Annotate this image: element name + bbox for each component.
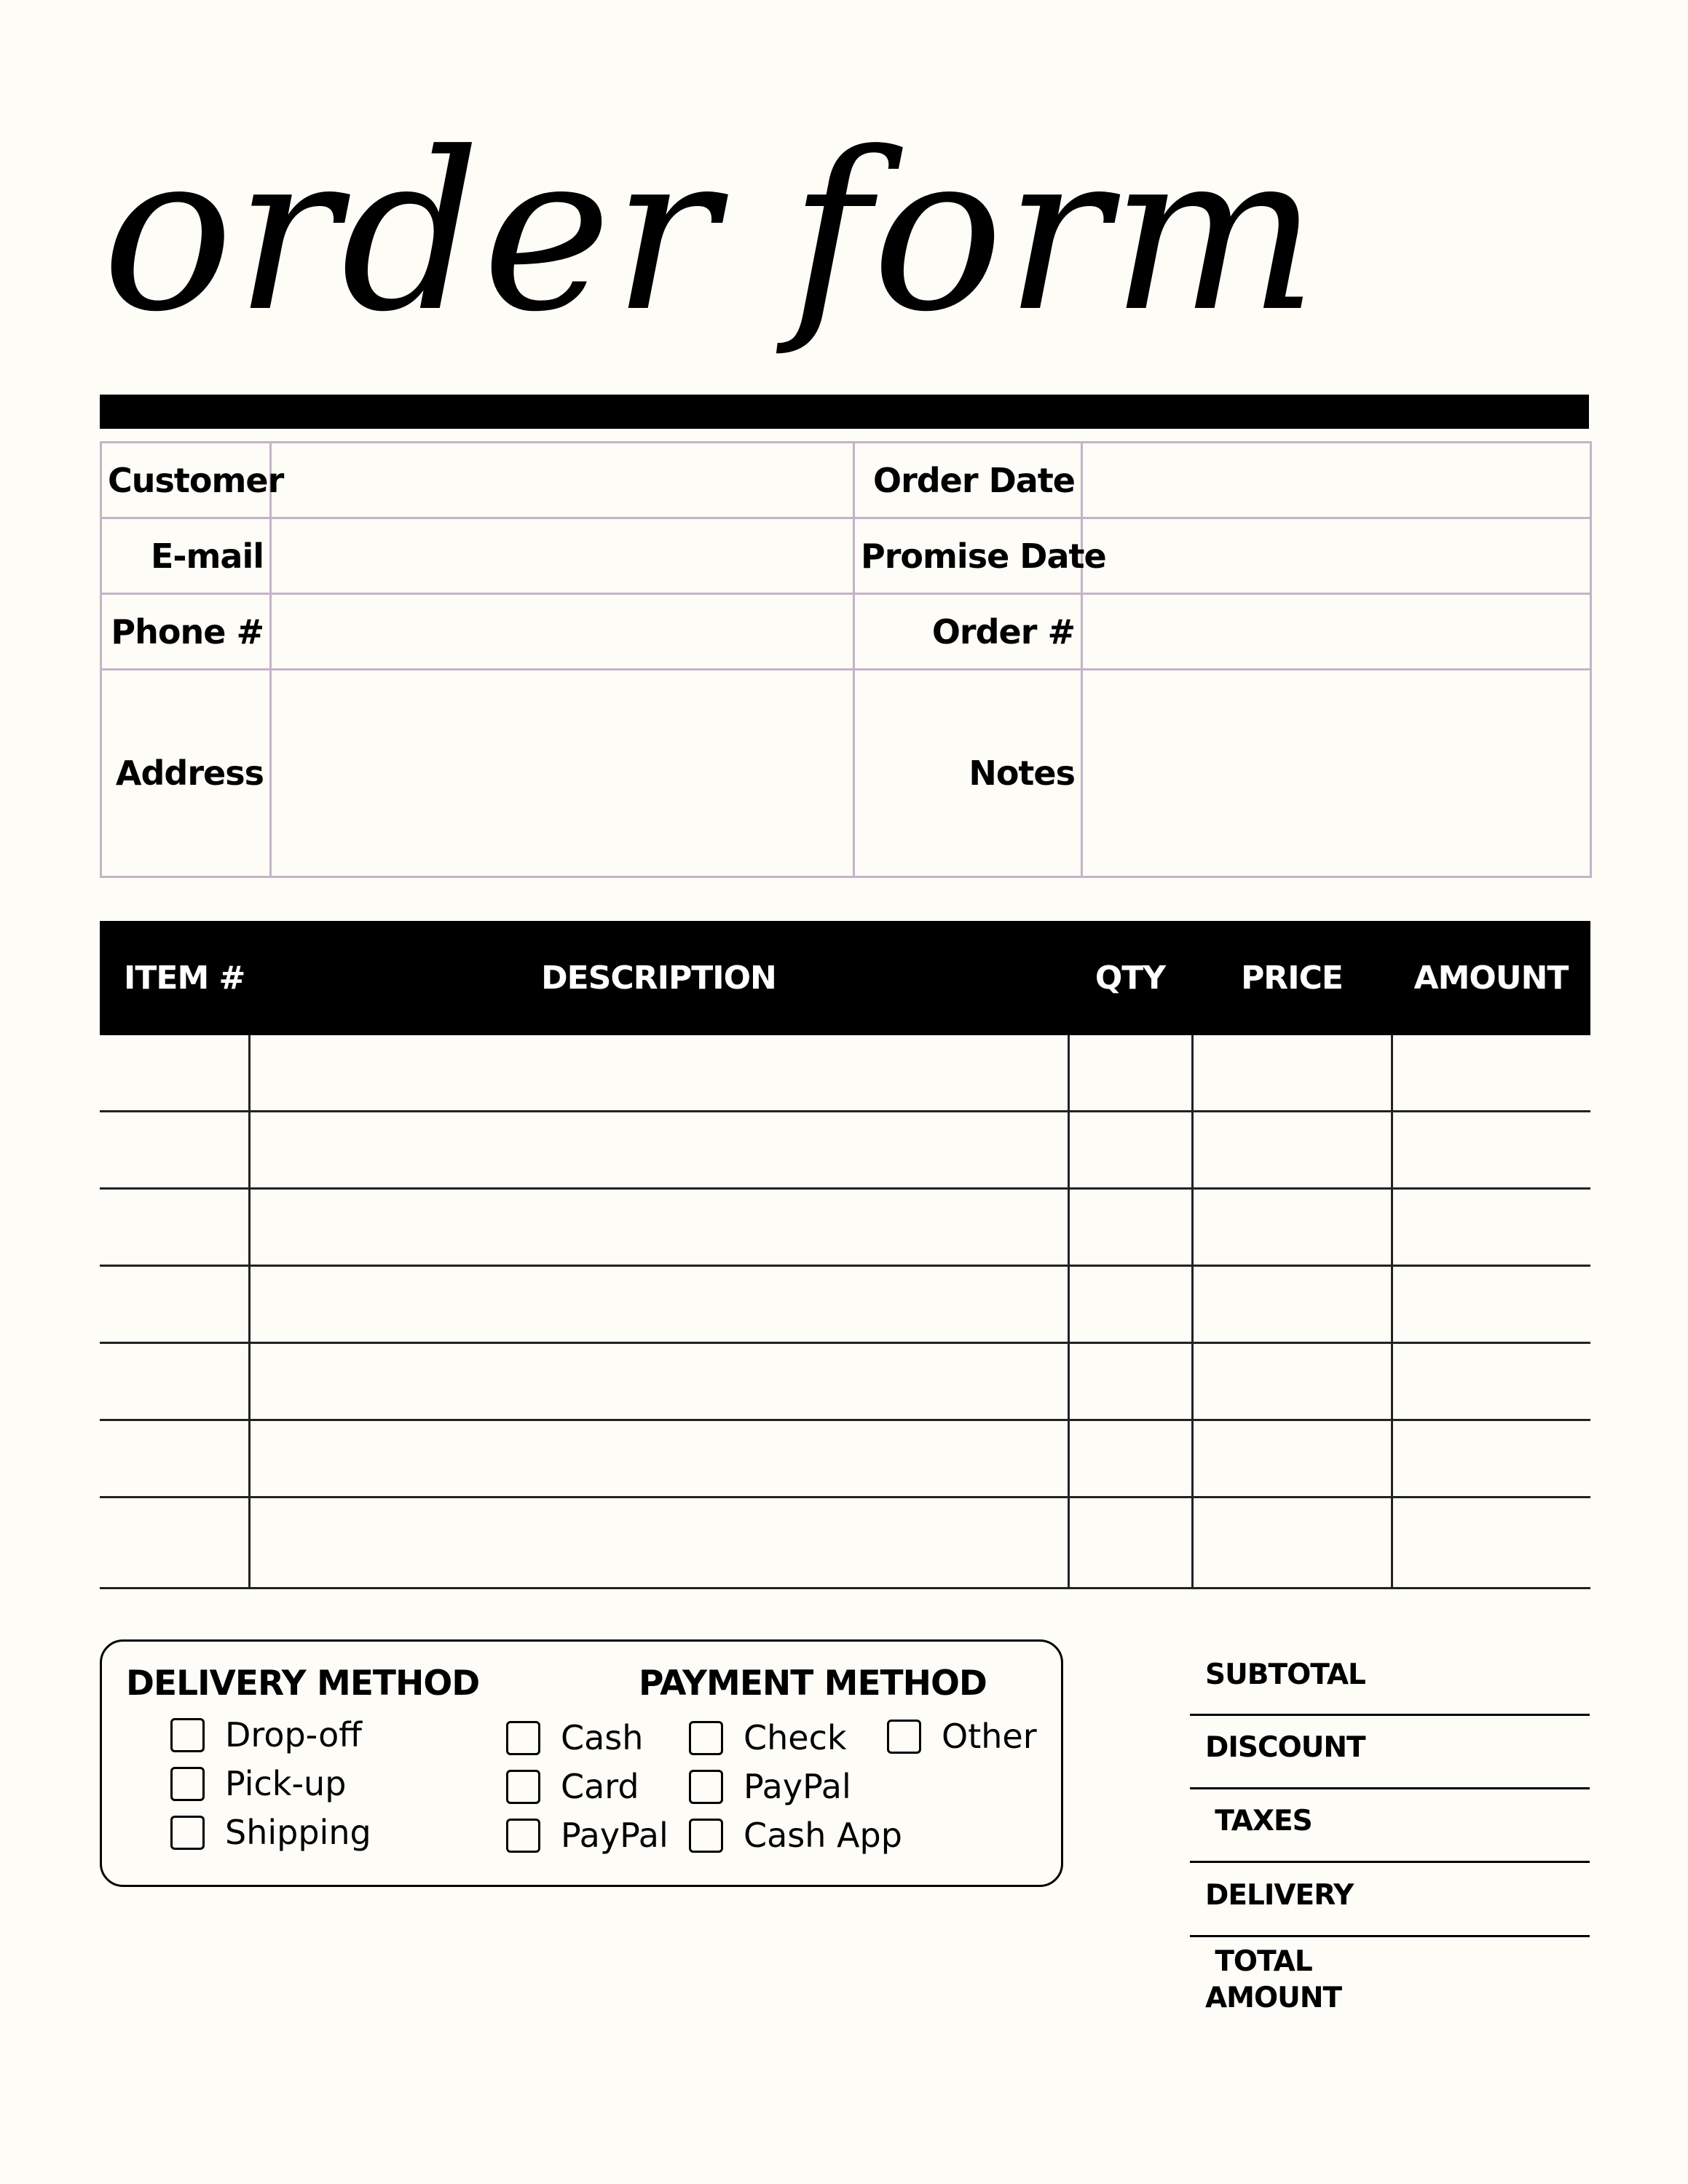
notes-field[interactable] (1082, 670, 1591, 877)
qty-cell[interactable] (1068, 1497, 1192, 1588)
item-number-cell[interactable] (100, 1035, 249, 1112)
checkbox[interactable] (887, 1720, 921, 1754)
description-cell[interactable] (249, 1035, 1068, 1112)
checkbox[interactable] (170, 1767, 205, 1801)
description-cell[interactable] (249, 1112, 1068, 1189)
table-row (100, 1266, 1590, 1343)
checkbox[interactable] (689, 1770, 723, 1804)
qty-cell[interactable] (1068, 1343, 1192, 1420)
email-field[interactable] (271, 518, 854, 594)
customer-field[interactable] (271, 443, 854, 518)
description-cell[interactable] (249, 1420, 1068, 1497)
amount-cell[interactable] (1392, 1343, 1590, 1420)
price-cell[interactable] (1192, 1189, 1392, 1266)
promise-date-label: Promise Date (854, 518, 1082, 594)
checkbox[interactable] (689, 1819, 723, 1853)
table-row (100, 1112, 1590, 1189)
qty-cell[interactable] (1068, 1420, 1192, 1497)
item-number-cell[interactable] (100, 1343, 249, 1420)
order-number-field[interactable] (1082, 594, 1591, 670)
subtotal-label: SUBTOTAL (1205, 1658, 1365, 1691)
column-header-amount: AMOUNT (1392, 921, 1590, 1035)
title-divider-bar (100, 395, 1589, 429)
checkbox[interactable] (170, 1718, 205, 1752)
payment-option-other[interactable]: Other (887, 1717, 1037, 1756)
payment-option-cash-app[interactable]: Cash App (689, 1816, 902, 1855)
amount-cell[interactable] (1392, 1266, 1590, 1343)
delivery-option-drop-off[interactable]: Drop-off (170, 1715, 362, 1754)
total-label-line2: AMOUNT (1205, 1982, 1342, 2014)
delivery-payment-box (100, 1639, 1063, 1887)
amount-cell[interactable] (1392, 1112, 1590, 1189)
payment-option-paypal-2[interactable]: PayPal (506, 1816, 669, 1855)
table-row (100, 1497, 1590, 1588)
payment-option-check[interactable]: Check (689, 1718, 847, 1757)
column-header-description: DESCRIPTION (249, 921, 1068, 1035)
customer-label: Customer (101, 443, 271, 518)
qty-cell[interactable] (1068, 1035, 1192, 1112)
customer-info-table (100, 441, 1592, 878)
item-number-cell[interactable] (100, 1112, 249, 1189)
amount-cell[interactable] (1392, 1420, 1590, 1497)
checkbox[interactable] (506, 1770, 540, 1804)
notes-label: Notes (854, 670, 1082, 877)
delivery-label: DELIVERY (1205, 1879, 1354, 1912)
delivery-method-heading: DELIVERY METHOD (126, 1663, 480, 1704)
order-date-field[interactable] (1082, 443, 1591, 518)
payment-method-heading: PAYMENT METHOD (639, 1663, 987, 1704)
page-title: order form (102, 106, 1320, 360)
discount-line[interactable] (1190, 1787, 1590, 1789)
order-date-label: Order Date (854, 443, 1082, 518)
column-header-price: PRICE (1192, 921, 1392, 1035)
delivery-option-pick-up[interactable]: Pick-up (170, 1764, 346, 1803)
qty-cell[interactable] (1068, 1266, 1192, 1343)
table-row (100, 1420, 1590, 1497)
subtotal-line[interactable] (1190, 1714, 1590, 1716)
qty-cell[interactable] (1068, 1112, 1192, 1189)
checkbox[interactable] (506, 1721, 540, 1755)
checkbox[interactable] (689, 1721, 723, 1755)
description-cell[interactable] (249, 1497, 1068, 1588)
discount-label: DISCOUNT (1205, 1731, 1365, 1764)
address-label: Address (101, 670, 271, 877)
price-cell[interactable] (1192, 1266, 1392, 1343)
column-header-qty: QTY (1068, 921, 1192, 1035)
amount-cell[interactable] (1392, 1035, 1590, 1112)
checkbox[interactable] (170, 1816, 205, 1850)
phone-field[interactable] (271, 594, 854, 670)
table-row (100, 1343, 1590, 1420)
price-cell[interactable] (1192, 1112, 1392, 1189)
item-number-cell[interactable] (100, 1420, 249, 1497)
email-label: E-mail (101, 518, 271, 594)
table-row (100, 1035, 1590, 1112)
item-number-cell[interactable] (100, 1497, 249, 1588)
price-cell[interactable] (1192, 1497, 1392, 1588)
phone-label: Phone # (101, 594, 271, 670)
delivery-option-shipping[interactable]: Shipping (170, 1813, 371, 1852)
checkbox[interactable] (506, 1819, 540, 1853)
amount-cell[interactable] (1392, 1189, 1590, 1266)
payment-option-card[interactable]: Card (506, 1767, 639, 1806)
payment-option-paypal[interactable]: PayPal (689, 1767, 851, 1806)
column-header-item-number: ITEM # (100, 921, 249, 1035)
description-cell[interactable] (249, 1343, 1068, 1420)
qty-cell[interactable] (1068, 1189, 1192, 1266)
item-number-cell[interactable] (100, 1189, 249, 1266)
items-table (100, 921, 1590, 1589)
price-cell[interactable] (1192, 1420, 1392, 1497)
delivery-line[interactable] (1190, 1935, 1590, 1937)
order-number-label: Order # (854, 594, 1082, 670)
address-field[interactable] (271, 670, 854, 877)
taxes-label: TAXES (1215, 1805, 1312, 1837)
total-label-line1: TOTAL (1215, 1945, 1312, 1978)
total-amount-label (1205, 1944, 1342, 2017)
price-cell[interactable] (1192, 1035, 1392, 1112)
item-number-cell[interactable] (100, 1266, 249, 1343)
description-cell[interactable] (249, 1266, 1068, 1343)
table-row (100, 1189, 1590, 1266)
price-cell[interactable] (1192, 1343, 1392, 1420)
payment-option-cash[interactable]: Cash (506, 1718, 643, 1757)
description-cell[interactable] (249, 1189, 1068, 1266)
promise-date-field[interactable] (1082, 518, 1591, 594)
taxes-line[interactable] (1190, 1861, 1590, 1863)
amount-cell[interactable] (1392, 1497, 1590, 1588)
